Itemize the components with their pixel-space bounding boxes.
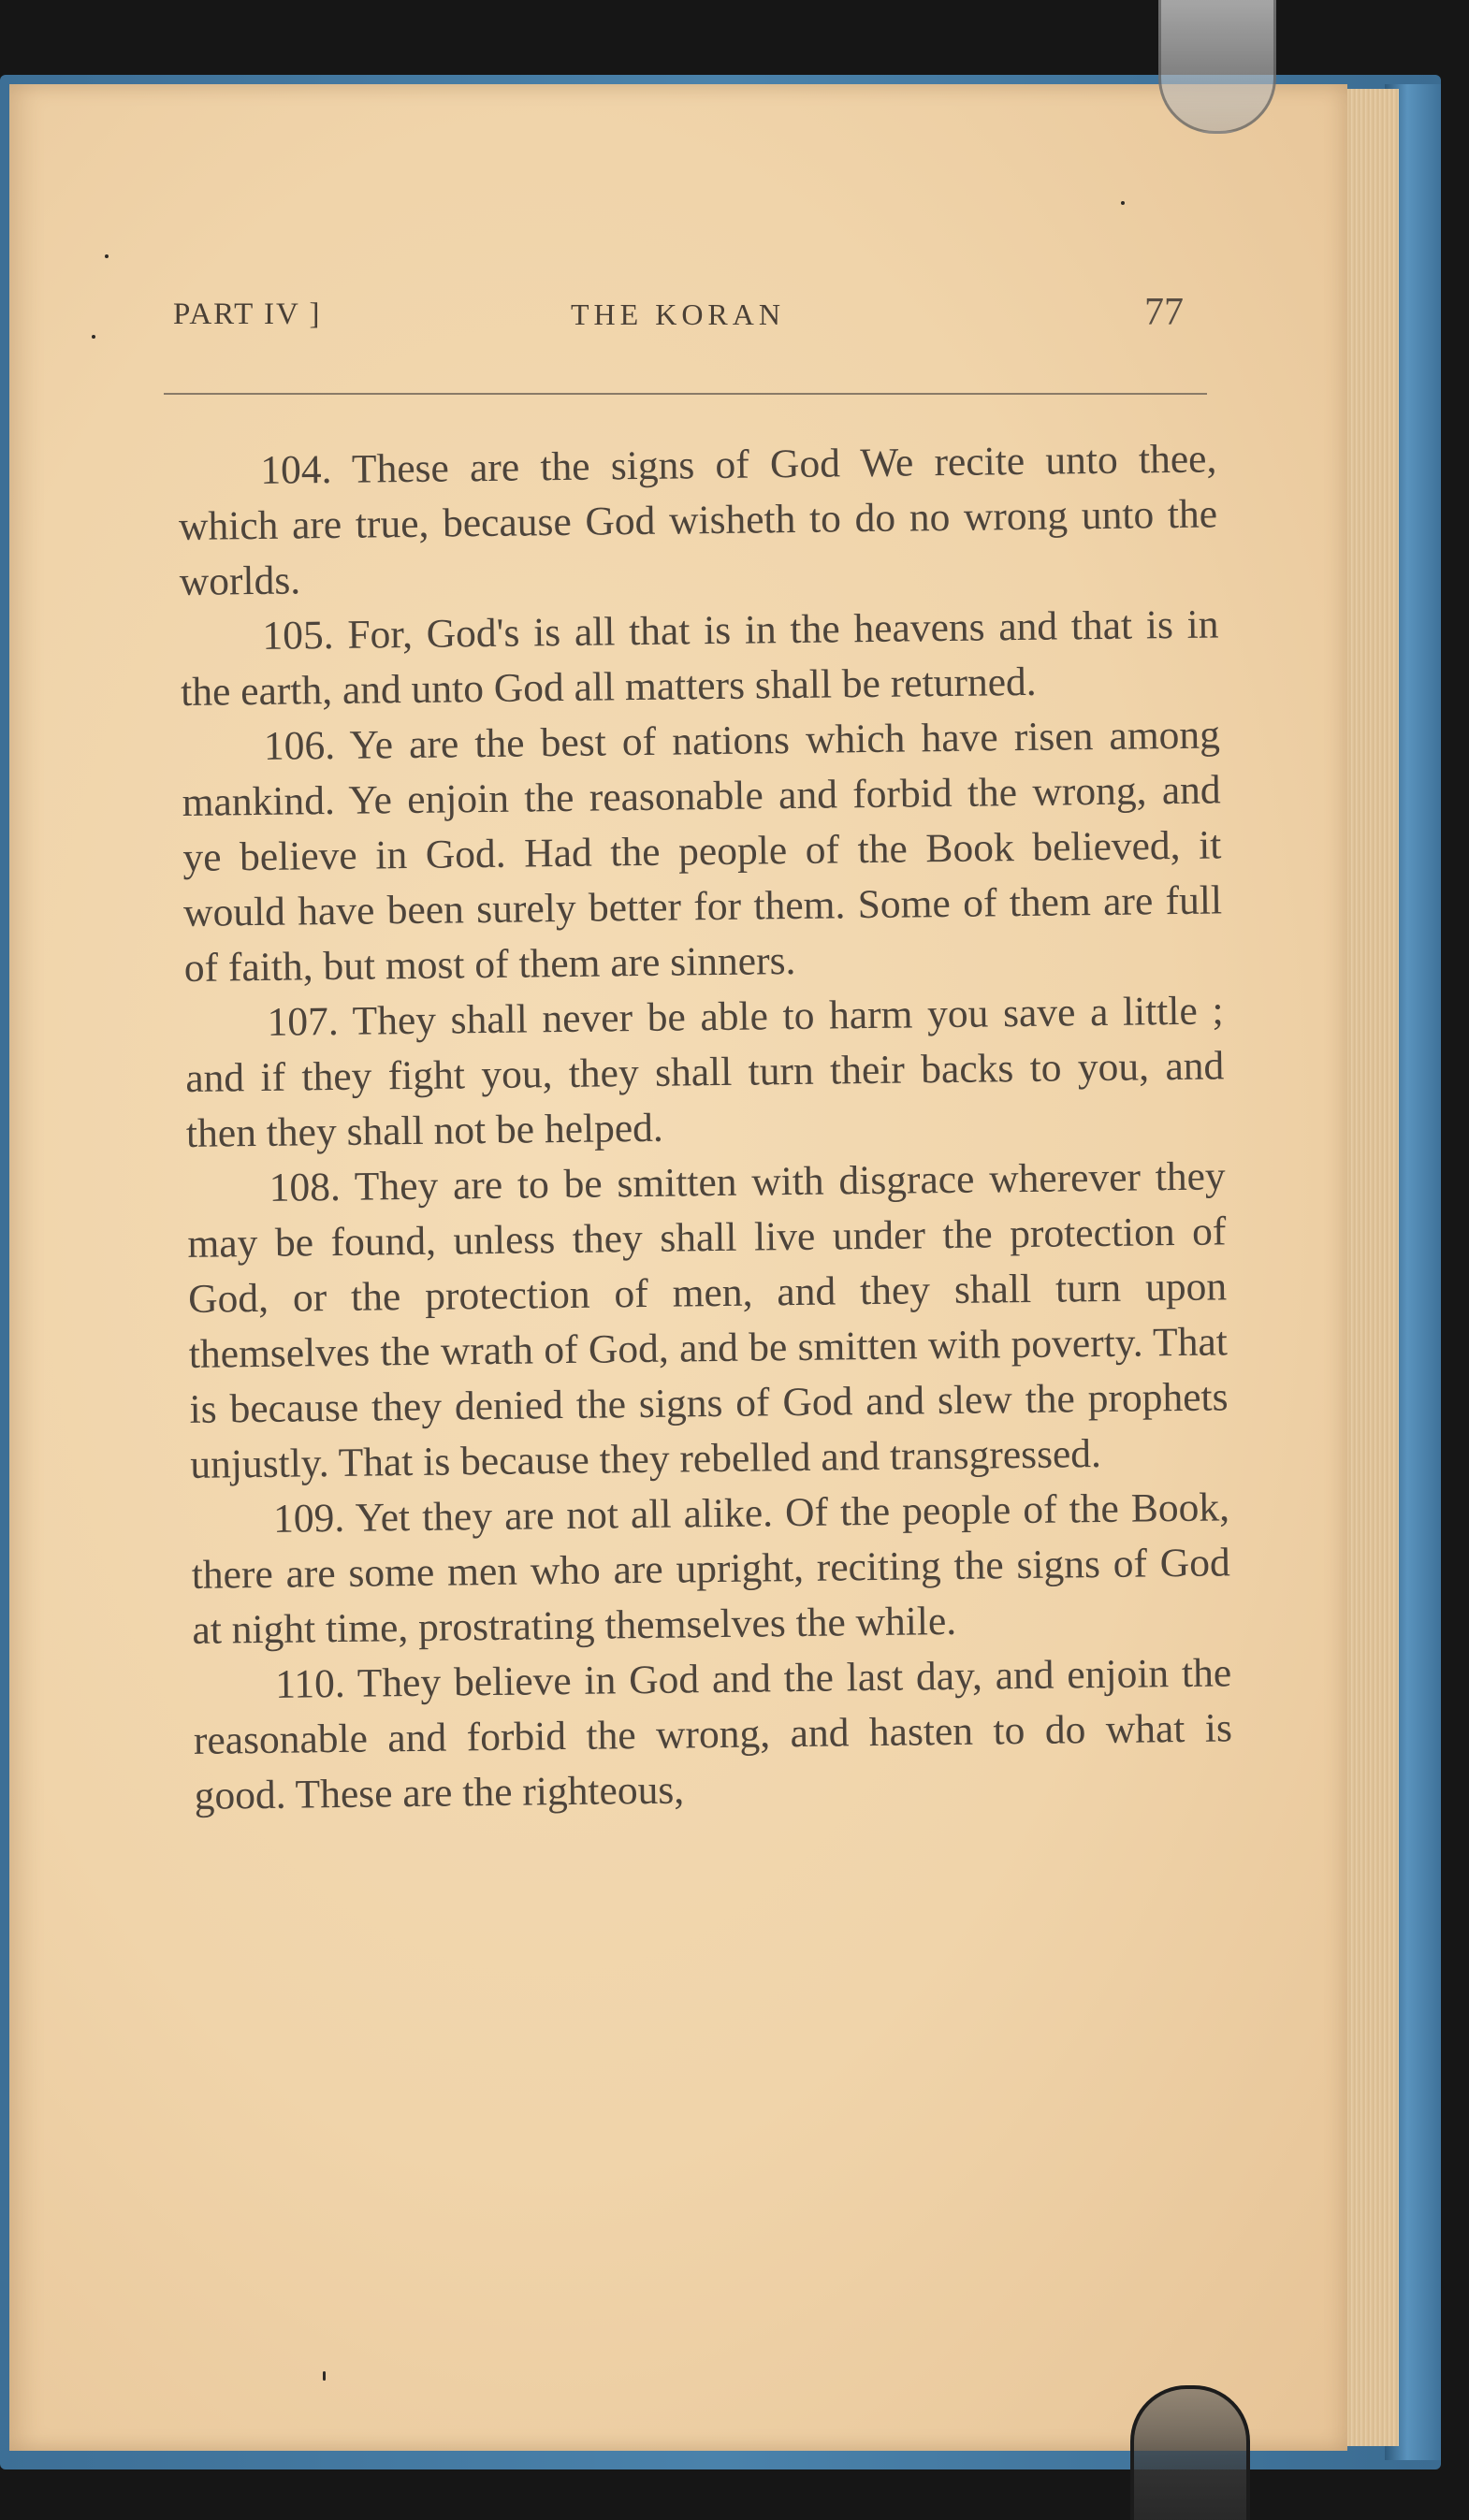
verse-number: 104. [260, 446, 332, 493]
paper-speck [323, 2371, 326, 2381]
verse-104 [178, 431, 1218, 610]
running-header [173, 291, 1193, 354]
verse-text: They believe in God and the last day, and enjoin the reasonable and forbid the wrong, and hasten to do what is good. These are the righteous, [193, 1650, 1233, 1818]
part-label: PART IV ] [173, 297, 322, 331]
paper-speck [1121, 201, 1125, 205]
paper-speck [92, 335, 95, 339]
verse-number: 108. [269, 1164, 342, 1210]
page-number: 77 [1144, 291, 1184, 334]
verse-108 [186, 1149, 1229, 1493]
header-rule [164, 393, 1207, 395]
verse-text: Ye are the best of nations which have risen among mankind. Ye enjoin the reasonable and forbid the wrong, and ye believe in God. Had the people of the Book believed, it would have been surely better for them. Some of them are full of faith, but most of them are sinners. [182, 712, 1223, 991]
top-clip [1158, 0, 1276, 134]
verse-number: 105. [262, 612, 334, 659]
verse-number: 109. [272, 1495, 345, 1542]
verse-106 [182, 707, 1224, 996]
verse-text: Yet they are not all alike. Of the people of the Book, there are some men who are upright, reciting the signs of God at night time, prostrating themselves the while. [191, 1484, 1230, 1653]
verse-number: 110. [274, 1660, 346, 1707]
verse-105 [180, 597, 1219, 720]
verse-110 [193, 1645, 1233, 1824]
verse-number: 106. [263, 722, 336, 769]
paper-speck [105, 254, 109, 258]
verse-number: 107. [267, 998, 339, 1045]
verse-109 [191, 1480, 1231, 1658]
verse-text: For, God's is all that is in the heavens and that is in the earth, and unto God all matters shall be returned. [180, 601, 1219, 715]
verse-107 [184, 983, 1225, 1162]
verse-text: These are the signs of God We recite unto thee, which are true, because God wisheth to do no wrong unto the worlds. [178, 436, 1218, 604]
bottom-clip [1130, 2385, 1250, 2520]
page-body [178, 431, 1233, 1823]
running-title: THE KORAN [571, 297, 785, 331]
verse-text: They shall never be able to harm you save a little ; and if they fight you, they shall turn their backs to you, and then they shall not be helped. [184, 988, 1225, 1156]
verse-text: They are to be smitten with disgrace wherever they may be found, unless they shall live under the protection of God, or the protection of men, and they shall turn upon themselves the wrath of God, and be smitten with poverty. That is because they denied the signs of God and slew the prophets unjustly. That is because they rebelled and transgressed. [187, 1153, 1229, 1487]
